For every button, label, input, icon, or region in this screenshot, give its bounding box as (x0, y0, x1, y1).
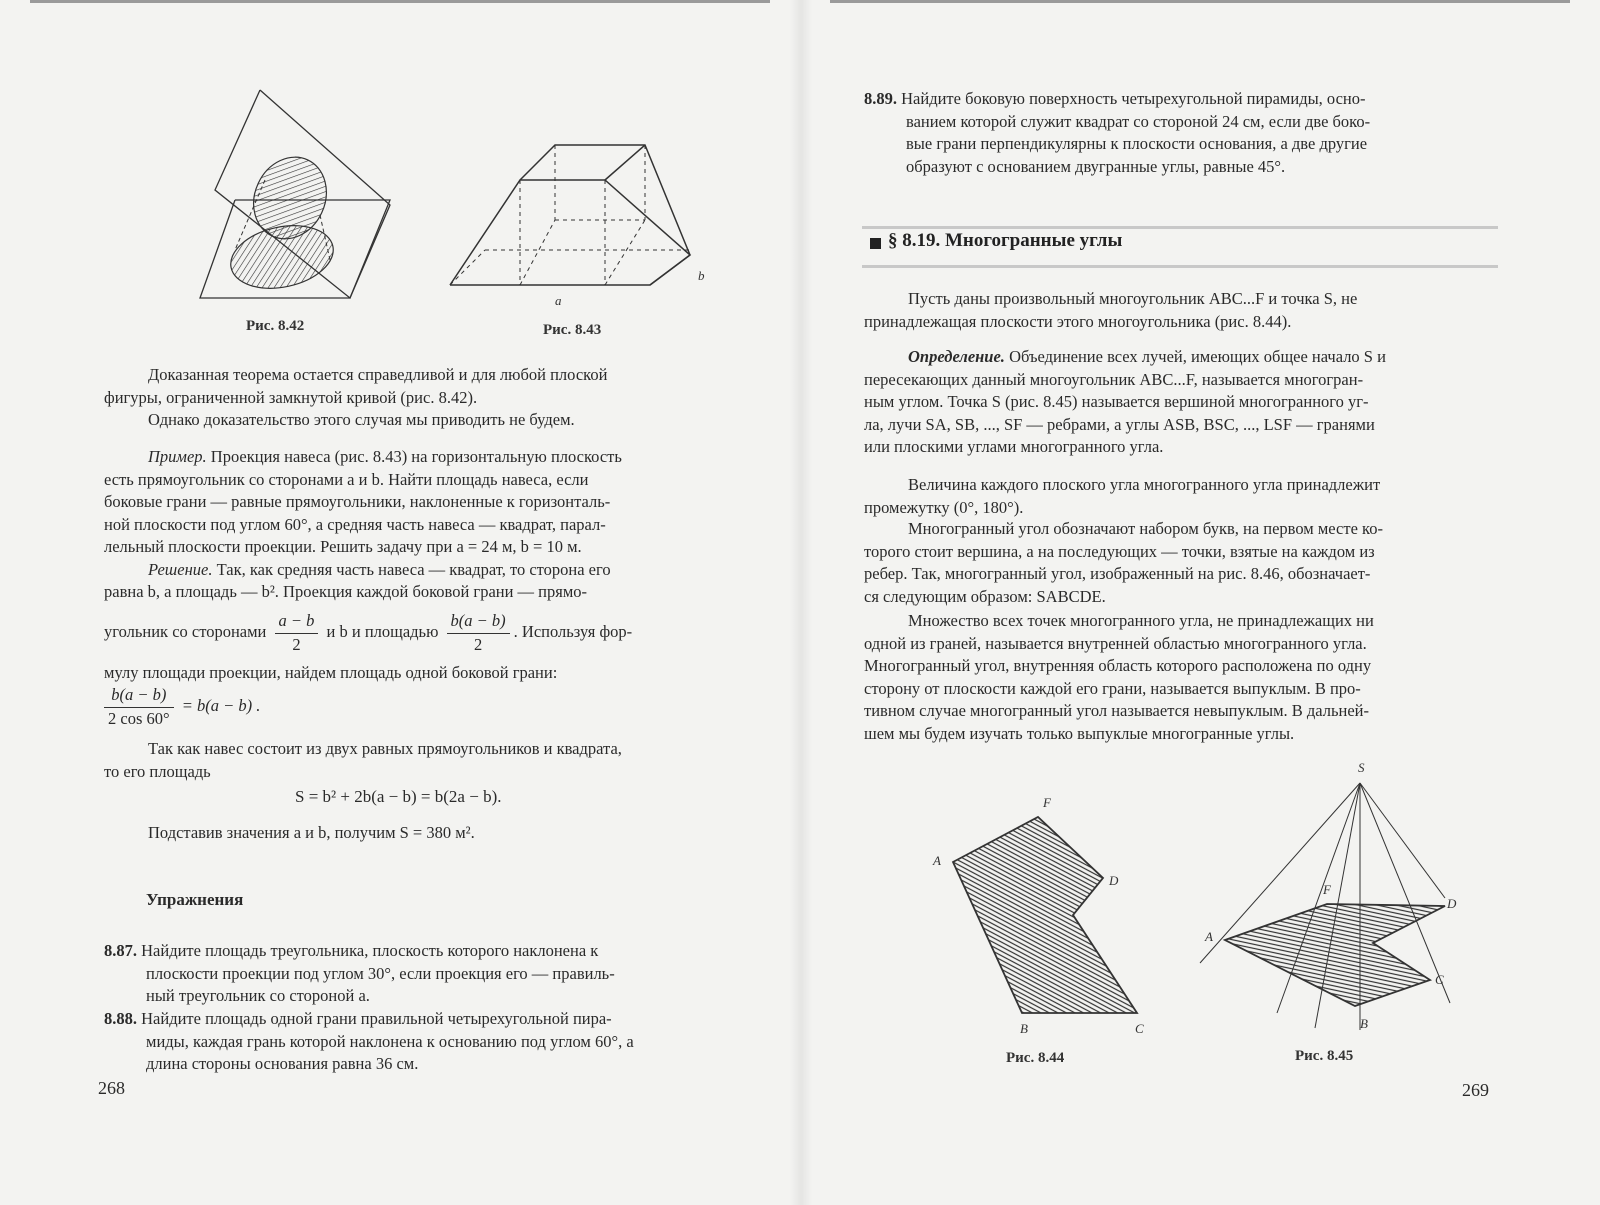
text-line: ванием которой служит квадрат со стороной 24 см, если две боко- (906, 111, 1371, 131)
exercise-number: 8.87. (104, 941, 137, 960)
text-fragment: = b(a − b) . (181, 695, 261, 715)
figure-8-45 (1195, 758, 1475, 1043)
fig845-label-f: F (1323, 882, 1331, 897)
solution-line-4 (104, 662, 740, 685)
fraction-b-a-minus-b-over-2: $\frac{b(a - b)}{2}$ (447, 610, 510, 656)
text-line: Так как навес состоит из двух равных прямоугольников и квадрата, (148, 739, 622, 758)
text-fragment: угольник со сторонами (104, 621, 267, 641)
solution-label: Решение. (148, 559, 213, 579)
figure-8-43-label-a: a (555, 293, 562, 308)
text-line: ным углом. Точка S (рис. 8.45) называется вершиной многогранного уг- (864, 392, 1369, 411)
fig845-label-s: S (1358, 760, 1365, 775)
text-fragment: . Используя фор- (513, 621, 633, 641)
text-line: плоскости проекции под углом 30°, если проекция его — правиль- (146, 963, 615, 983)
text-line: Величина каждого плоского угла многогранного угла принадлежит (908, 475, 1381, 494)
section-bullet-icon (870, 238, 881, 249)
text-line: ный треугольник со стороной a. (146, 986, 370, 1005)
text-line: длина стороны основания равна 36 см. (146, 1054, 419, 1073)
page-number: 269 (1462, 1080, 1489, 1100)
text-line: Однако доказательство этого случая мы приводить не будем. (148, 410, 575, 429)
text-line: лельный плоскости проекции. Решить задачу при a = 24 м, b = 10 м. (104, 537, 582, 556)
paragraph-theorem (104, 364, 740, 432)
text-line: или плоскими углами многогранного угла. (864, 437, 1164, 456)
paragraph-substitute (104, 822, 740, 845)
exercise-number: 8.89. (864, 89, 897, 108)
exercises-heading: Упражнения (146, 890, 244, 909)
figure-8-44 (925, 795, 1150, 1045)
text-line: миды, каждая грань которой наклонена к основанию под углом 60°, а (146, 1031, 634, 1051)
paragraph-notation (864, 518, 1494, 608)
text-line: вые грани перпендикулярны к плоскости основания, а две другие (906, 134, 1368, 153)
exercise-number: 8.88. (104, 1009, 137, 1028)
text-line: Проекция навеса (рис. 8.43) на горизонтальную плоскость (206, 447, 622, 466)
fraction-a-minus-b-over-2: $\frac{a - b}{2}$ (275, 610, 319, 656)
figure-8-43-label-b: b (698, 268, 705, 283)
text-line: равна b, а площадь — b². Проекция каждой боковой грани — прямо- (104, 582, 588, 601)
page-269 (800, 0, 1600, 1205)
text-line: Так, как средняя часть навеса — квадрат, то сторона его (212, 559, 611, 579)
text-line: ной плоскости под углом 60°, а средняя часть навеса — квадрат, парал- (104, 514, 606, 534)
text-line: есть прямоугольник со сторонами a и b. Найти площадь навеса, если (104, 469, 589, 489)
solution-fraction-line (104, 610, 744, 656)
fig844-label-d: D (1109, 873, 1119, 888)
fig844-label-f: F (1043, 795, 1051, 810)
text-line: торого стоит вершина, а на последующих — точки, взятые на каждом из (864, 541, 1375, 561)
paragraph-intro (864, 288, 1494, 333)
text-line: Многогранный угол, внутренняя область которого расположена по одну (864, 656, 1372, 675)
exercise-8-89 (864, 88, 1494, 178)
text-line: промежутку (0°, 180°). (864, 497, 1024, 517)
fig845-label-d: D (1447, 896, 1457, 911)
figure-8-42 (190, 80, 405, 305)
figure-8-43 (440, 135, 725, 310)
text-line: ребер. Так, многогранный угол, изображенный на рис. 8.46, обозначает- (864, 564, 1371, 583)
exercise-8-87 (104, 940, 740, 1008)
fig844-label-a: A (933, 853, 941, 868)
text-line: Многогранный угол обозначают набором букв, на первом месте ко- (908, 519, 1383, 538)
paragraph-example (104, 446, 740, 604)
text-line: пересекающих данный многоугольник ABC...F, называется многогран- (864, 369, 1364, 389)
exercise-8-88 (104, 1008, 740, 1076)
paragraph-definition (864, 346, 1494, 459)
text-line: ся следующим образом: SABCDE. (864, 586, 1106, 606)
section-title: § 8.19. Многогранные углы (888, 230, 1123, 251)
text-line: Пусть даны произвольный многоугольник ABC...F и точка S, не (908, 289, 1358, 308)
fig845-label-a: A (1205, 929, 1213, 944)
text-line: мулу площади проекции, найдем площадь одной боковой грани: (104, 663, 558, 682)
text-line: Найдите площадь треугольника, плоскость которого наклонена к (141, 941, 599, 960)
text-line: Множество всех точек многогранного угла, не принадлежащих ни (908, 611, 1374, 630)
text-line: Подставив значения a и b, получим S = 380 м². (148, 823, 475, 842)
figure-8-43-caption: Рис. 8.43 (543, 322, 602, 338)
text-fragment: и b и площадью (326, 621, 439, 641)
page-number: 268 (98, 1078, 125, 1098)
text-line: то его площадь (104, 761, 211, 781)
paragraph-canopy (104, 738, 740, 783)
fig845-label-b: B (1360, 1016, 1368, 1031)
text-line: Объединение всех лучей, имеющих общее начало S и (1004, 347, 1386, 366)
text-line: ла, лучи SA, SB, ..., SF — ребрами, а углы ASB, BSC, ..., LSF — гранями (864, 414, 1375, 434)
formula-area: S = b² + 2b(a − b) = b(2a − b). (295, 787, 502, 806)
paragraph-plane-angle (864, 474, 1494, 519)
text-line: Найдите боковую поверхность четырехугольной пирамиды, осно- (901, 89, 1366, 108)
text-line: Найдите площадь одной грани правильной четырехугольной пира- (141, 1009, 612, 1028)
figure-8-44-caption: Рис. 8.44 (1006, 1050, 1065, 1066)
text-line: одной из граней, называется внутренней областью многогранного угла. (864, 633, 1367, 653)
fig844-label-b: B (1020, 1021, 1028, 1036)
fig844-label-c: C (1135, 1021, 1144, 1036)
solution-fraction-result (104, 684, 504, 730)
fraction-face-area: $\frac{b(a - b)}{2 \cos 60^\circ}$ (104, 684, 174, 730)
text-line: образуют с основанием двугранные углы, равные 45°. (906, 156, 1286, 176)
definition-label: Определение. (908, 347, 1005, 366)
text-line: Доказанная теорема остается справедливой и для любой плоской (148, 365, 608, 384)
text-line: принадлежащая плоскости этого многоугольника (рис. 8.44). (864, 311, 1292, 331)
text-line: тивном случае многогранный угол называется невыпуклым. В дальней- (864, 701, 1370, 720)
paragraph-interior (864, 610, 1494, 745)
text-line: шем мы будем изучать только выпуклые многогранные углы. (864, 723, 1295, 743)
text-line: боковые грани — равные прямоугольники, наклоненные к горизонталь- (104, 492, 611, 511)
text-line: фигуры, ограниченной замкнутой кривой (рис. 8.42). (104, 387, 478, 407)
figure-8-45-caption: Рис. 8.45 (1295, 1048, 1354, 1064)
figure-8-42-caption: Рис. 8.42 (246, 318, 305, 334)
fig845-label-c: C (1435, 972, 1444, 987)
text-line: сторону от плоскости каждой его грани, называется выпуклым. В про- (864, 678, 1361, 698)
example-label: Пример. (148, 447, 207, 466)
